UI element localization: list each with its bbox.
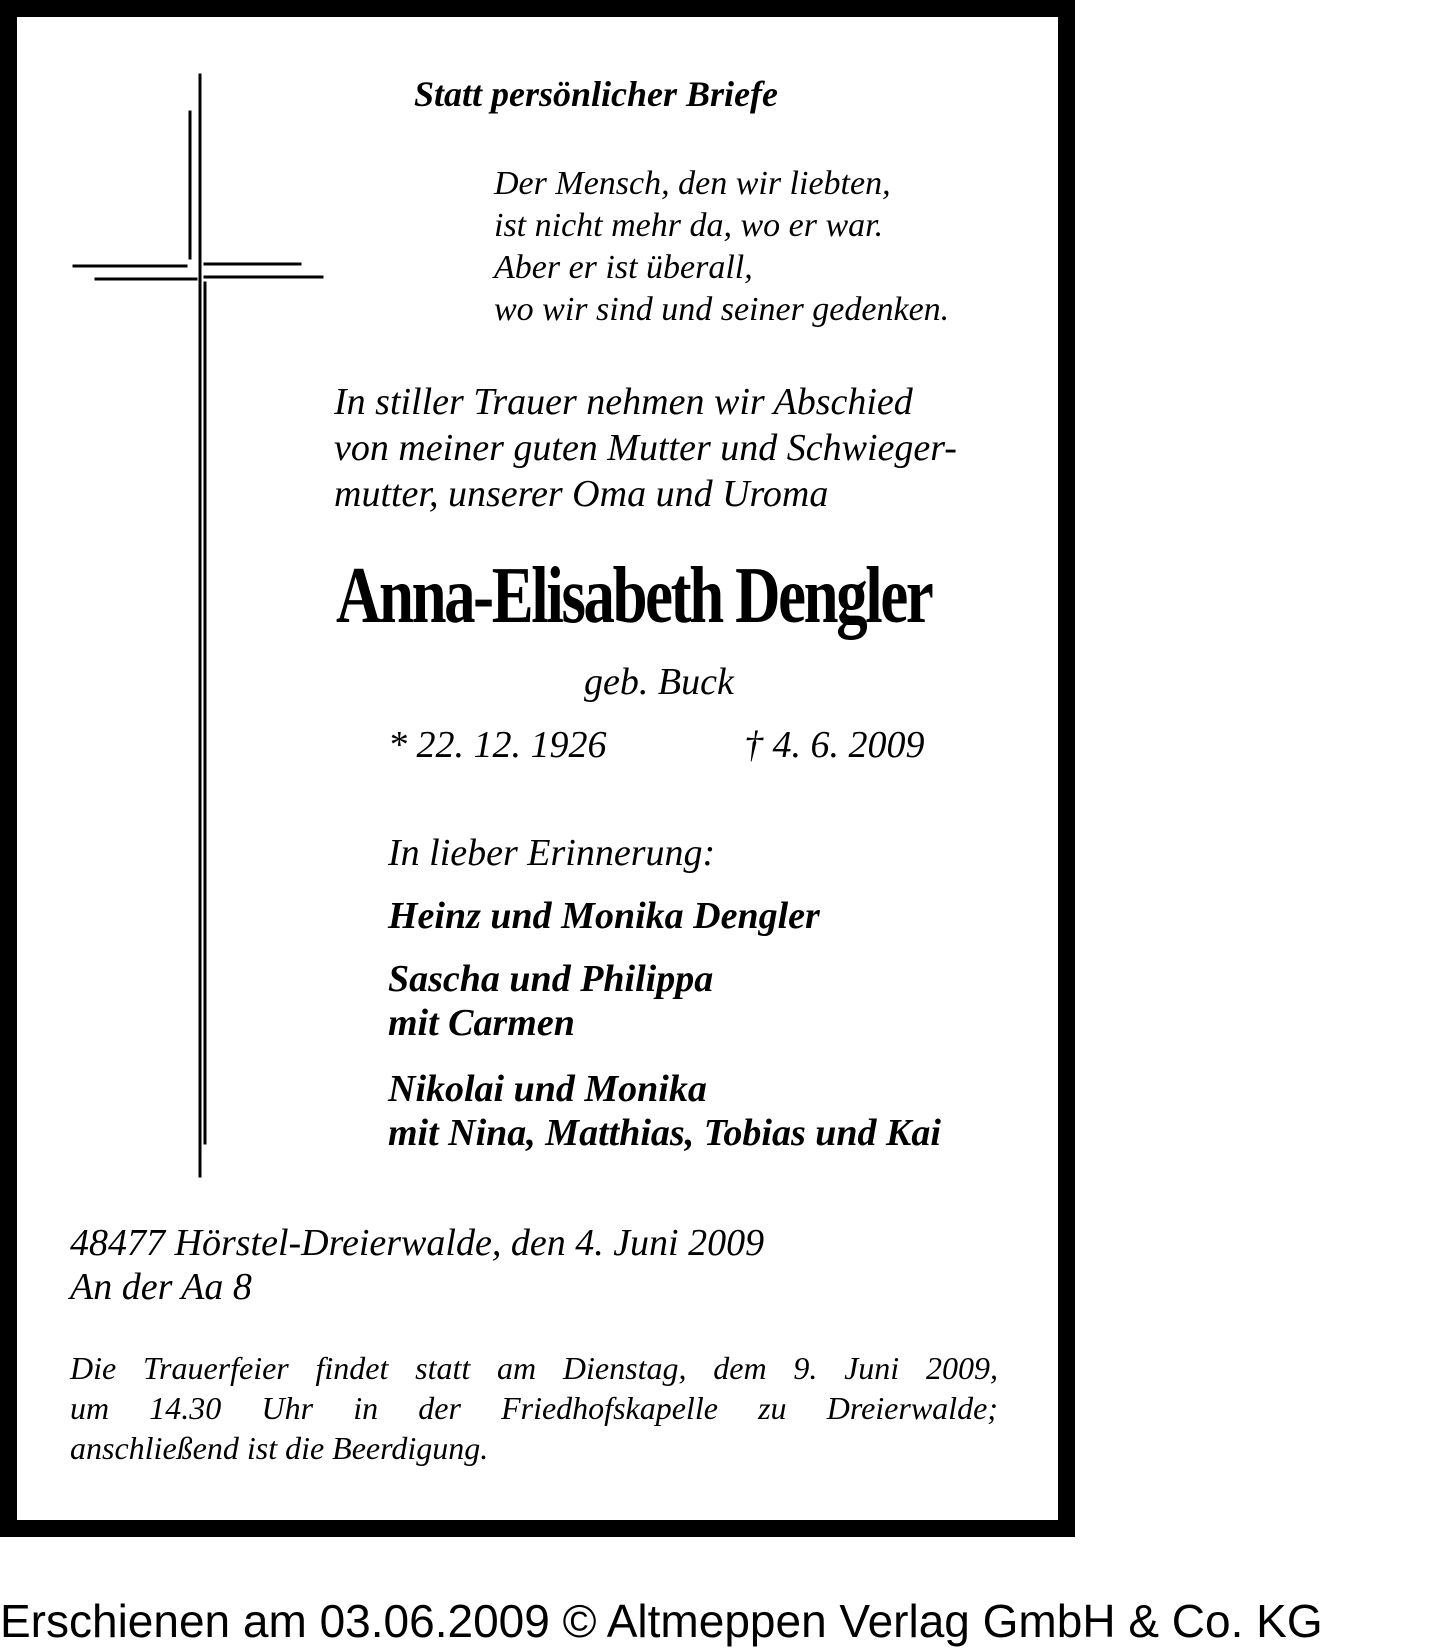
ceremony-word: statt bbox=[415, 1350, 471, 1386]
ceremony-word: Dienstag, bbox=[562, 1350, 687, 1386]
mourner-group bbox=[388, 957, 713, 1045]
birth-date: * 22. 12. 1926 bbox=[388, 724, 607, 766]
ceremony-word: Uhr bbox=[261, 1390, 314, 1426]
address: An der Aa 8 bbox=[70, 1266, 252, 1308]
farewell-line: von meiner guten Mutter und Schwieger- bbox=[334, 427, 957, 469]
deceased-name: Anna-Elisabeth Dengler bbox=[336, 552, 932, 640]
maiden-name: geb. Buck bbox=[584, 661, 734, 703]
poem-line: ist nicht mehr da, wo er war. bbox=[494, 207, 884, 244]
ceremony-word: um bbox=[70, 1390, 110, 1426]
ceremony-line-2 bbox=[70, 1388, 998, 1428]
ceremony-word: Juni bbox=[844, 1350, 900, 1386]
ceremony-word: Dreierwalde; bbox=[826, 1390, 998, 1426]
ceremony-word: 14.30 bbox=[149, 1390, 222, 1426]
death-date: † 4. 6. 2009 bbox=[744, 724, 925, 766]
ceremony-word: Trauerfeier bbox=[142, 1350, 289, 1386]
mourner-line: Sascha und Philippa bbox=[388, 958, 714, 1000]
ceremony-word: 2009, bbox=[925, 1350, 998, 1386]
place-date: 48477 Hörstel-Dreierwalde, den 4. Juni 2009 bbox=[70, 1222, 765, 1264]
farewell-line: mutter, unserer Oma und Uroma bbox=[334, 473, 829, 515]
ceremony-line-3: anschließend ist die Beerdigung. bbox=[70, 1430, 489, 1466]
ceremony-word: 9. bbox=[793, 1350, 818, 1386]
ceremony-word: Friedhofskapelle bbox=[501, 1390, 718, 1426]
mourner-group bbox=[388, 1067, 941, 1155]
ceremony-word: findet bbox=[315, 1350, 389, 1386]
ceremony-word: in bbox=[353, 1390, 379, 1426]
notice-heading: Statt persönlicher Briefe bbox=[414, 74, 779, 114]
ceremony-word: der bbox=[418, 1390, 461, 1426]
poem bbox=[494, 163, 949, 331]
place-and-address bbox=[70, 1221, 764, 1309]
publication-credit: Erschienen am 03.06.2009 © Altmeppen Verlag GmbH & Co. KG bbox=[0, 1595, 1323, 1647]
mourner-line: Nikolai und Monika bbox=[388, 1068, 707, 1110]
mourner-line: mit Nina, Matthias, Tobias und Kai bbox=[388, 1112, 941, 1154]
ceremony-word: zu bbox=[758, 1390, 787, 1426]
farewell-text bbox=[334, 379, 957, 517]
mourner-line: Heinz und Monika Dengler bbox=[388, 895, 820, 937]
ceremony-word: Die bbox=[70, 1350, 117, 1386]
ceremony-word: am bbox=[497, 1350, 537, 1386]
mourner-line: mit Carmen bbox=[388, 1002, 575, 1044]
remembrance-label: In lieber Erinnerung: bbox=[388, 832, 716, 874]
mourner-group bbox=[388, 894, 820, 938]
ceremony-line-1 bbox=[70, 1348, 998, 1388]
farewell-line: In stiller Trauer nehmen wir Abschied bbox=[334, 381, 913, 423]
poem-line: Aber er ist überall, bbox=[494, 249, 753, 286]
ceremony-word: dem bbox=[713, 1350, 767, 1386]
poem-line: wo wir sind und seiner gedenken. bbox=[494, 291, 950, 328]
ceremony-info bbox=[70, 1348, 998, 1468]
poem-line: Der Mensch, den wir liebten, bbox=[494, 165, 891, 202]
